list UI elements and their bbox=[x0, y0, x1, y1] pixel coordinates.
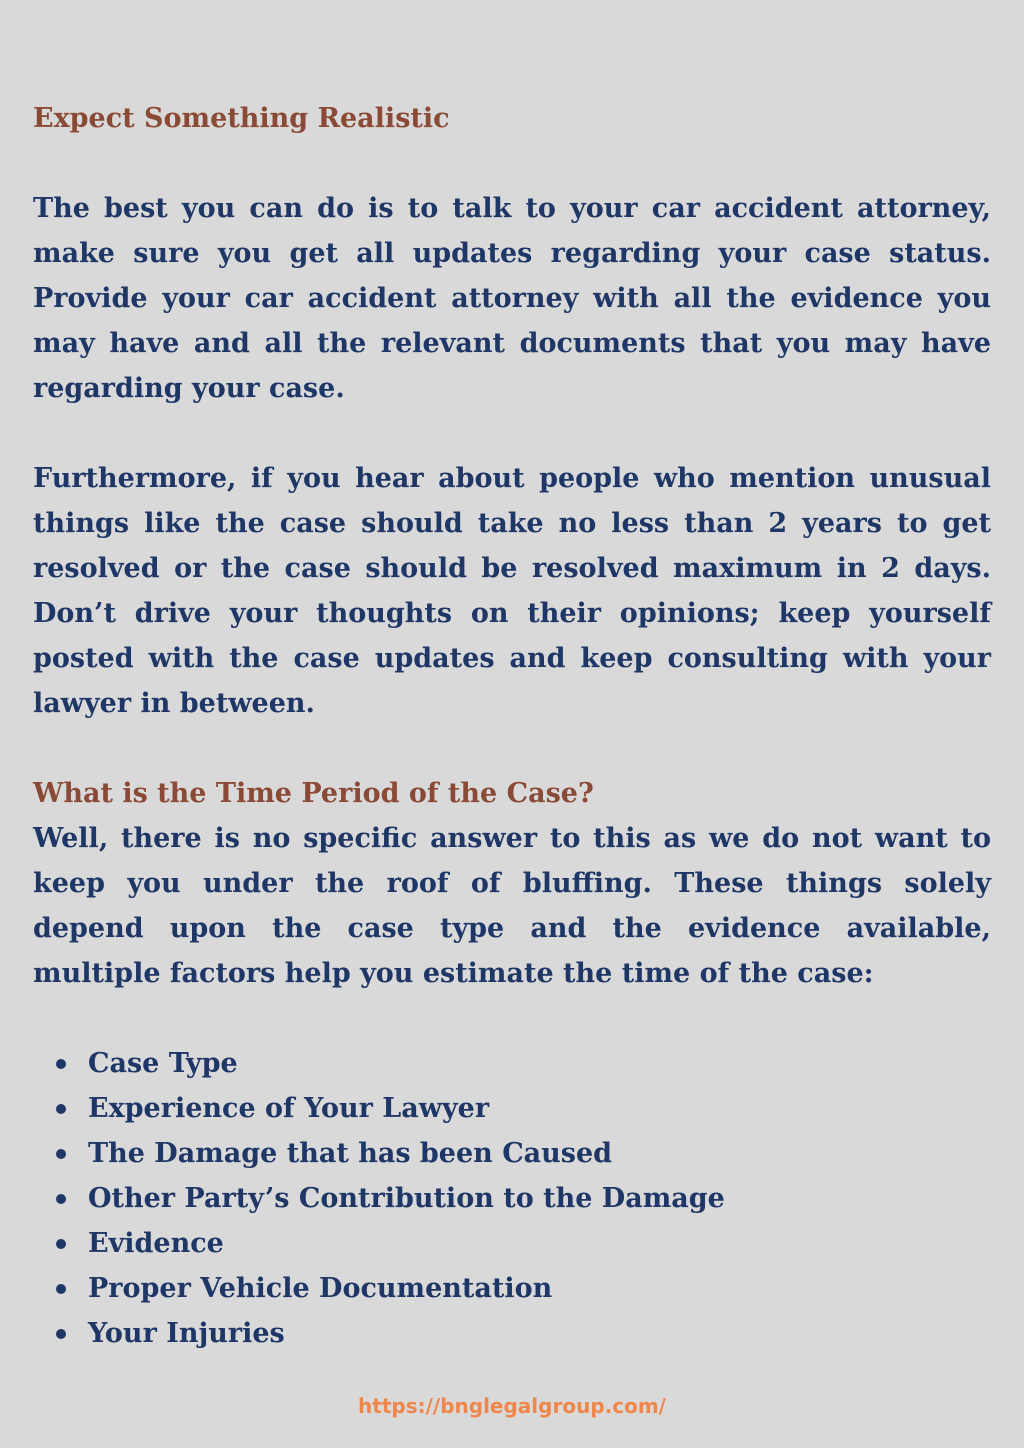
bullet-icon bbox=[56, 1059, 66, 1069]
spacer bbox=[33, 726, 991, 771]
list-item: Experience of Your Lawyer bbox=[33, 1086, 991, 1131]
list-item: Proper Vehicle Documentation bbox=[33, 1266, 991, 1311]
spacer bbox=[33, 411, 991, 456]
bullet-icon bbox=[56, 1239, 66, 1249]
factors-list bbox=[33, 1041, 991, 1356]
website-link[interactable]: https://bnglegalgroup.com/ bbox=[358, 1394, 666, 1418]
paragraph-no-specific-answer: Well, there is no specific answer to this as we do not want to keep you under the roof of bluffing. These things solely depend upon the case type and the evidence available, multiple factors help you estimate the time of the case: bbox=[33, 823, 991, 989]
list-item: Case Type bbox=[33, 1041, 991, 1086]
bullet-icon bbox=[56, 1104, 66, 1114]
bullet-icon bbox=[56, 1149, 66, 1159]
paragraph-talk-to-attorney: The best you can do is to talk to your car accident attorney, make sure you get all updates regarding your case status. Provide your car accident attorney with all the evidence you may have and all the relevant documents that you may have regarding your case. bbox=[33, 193, 991, 404]
section-heading-time-period: What is the Time Period of the Case? bbox=[33, 778, 594, 809]
list-item: Your Injuries bbox=[33, 1311, 991, 1356]
document-page bbox=[33, 96, 991, 1356]
bullet-icon bbox=[56, 1194, 66, 1204]
list-item: The Damage that has been Caused bbox=[33, 1131, 991, 1176]
bullet-icon bbox=[56, 1284, 66, 1294]
bullet-icon bbox=[56, 1329, 66, 1339]
list-item: Other Party’s Contribution to the Damage bbox=[33, 1176, 991, 1221]
paragraph-furthermore: Furthermore, if you hear about people who mention unusual things like the case should take no less than 2 years to get resolved or the case should be resolved maximum in 2 days. Don’t drive your thoughts on their opinions; keep yourself posted with the case updates and keep consulting with your lawyer in between. bbox=[33, 463, 991, 719]
spacer bbox=[33, 996, 991, 1041]
section-heading-expect-realistic: Expect Something Realistic bbox=[33, 103, 450, 134]
spacer bbox=[33, 141, 991, 186]
list-item: Evidence bbox=[33, 1221, 991, 1266]
